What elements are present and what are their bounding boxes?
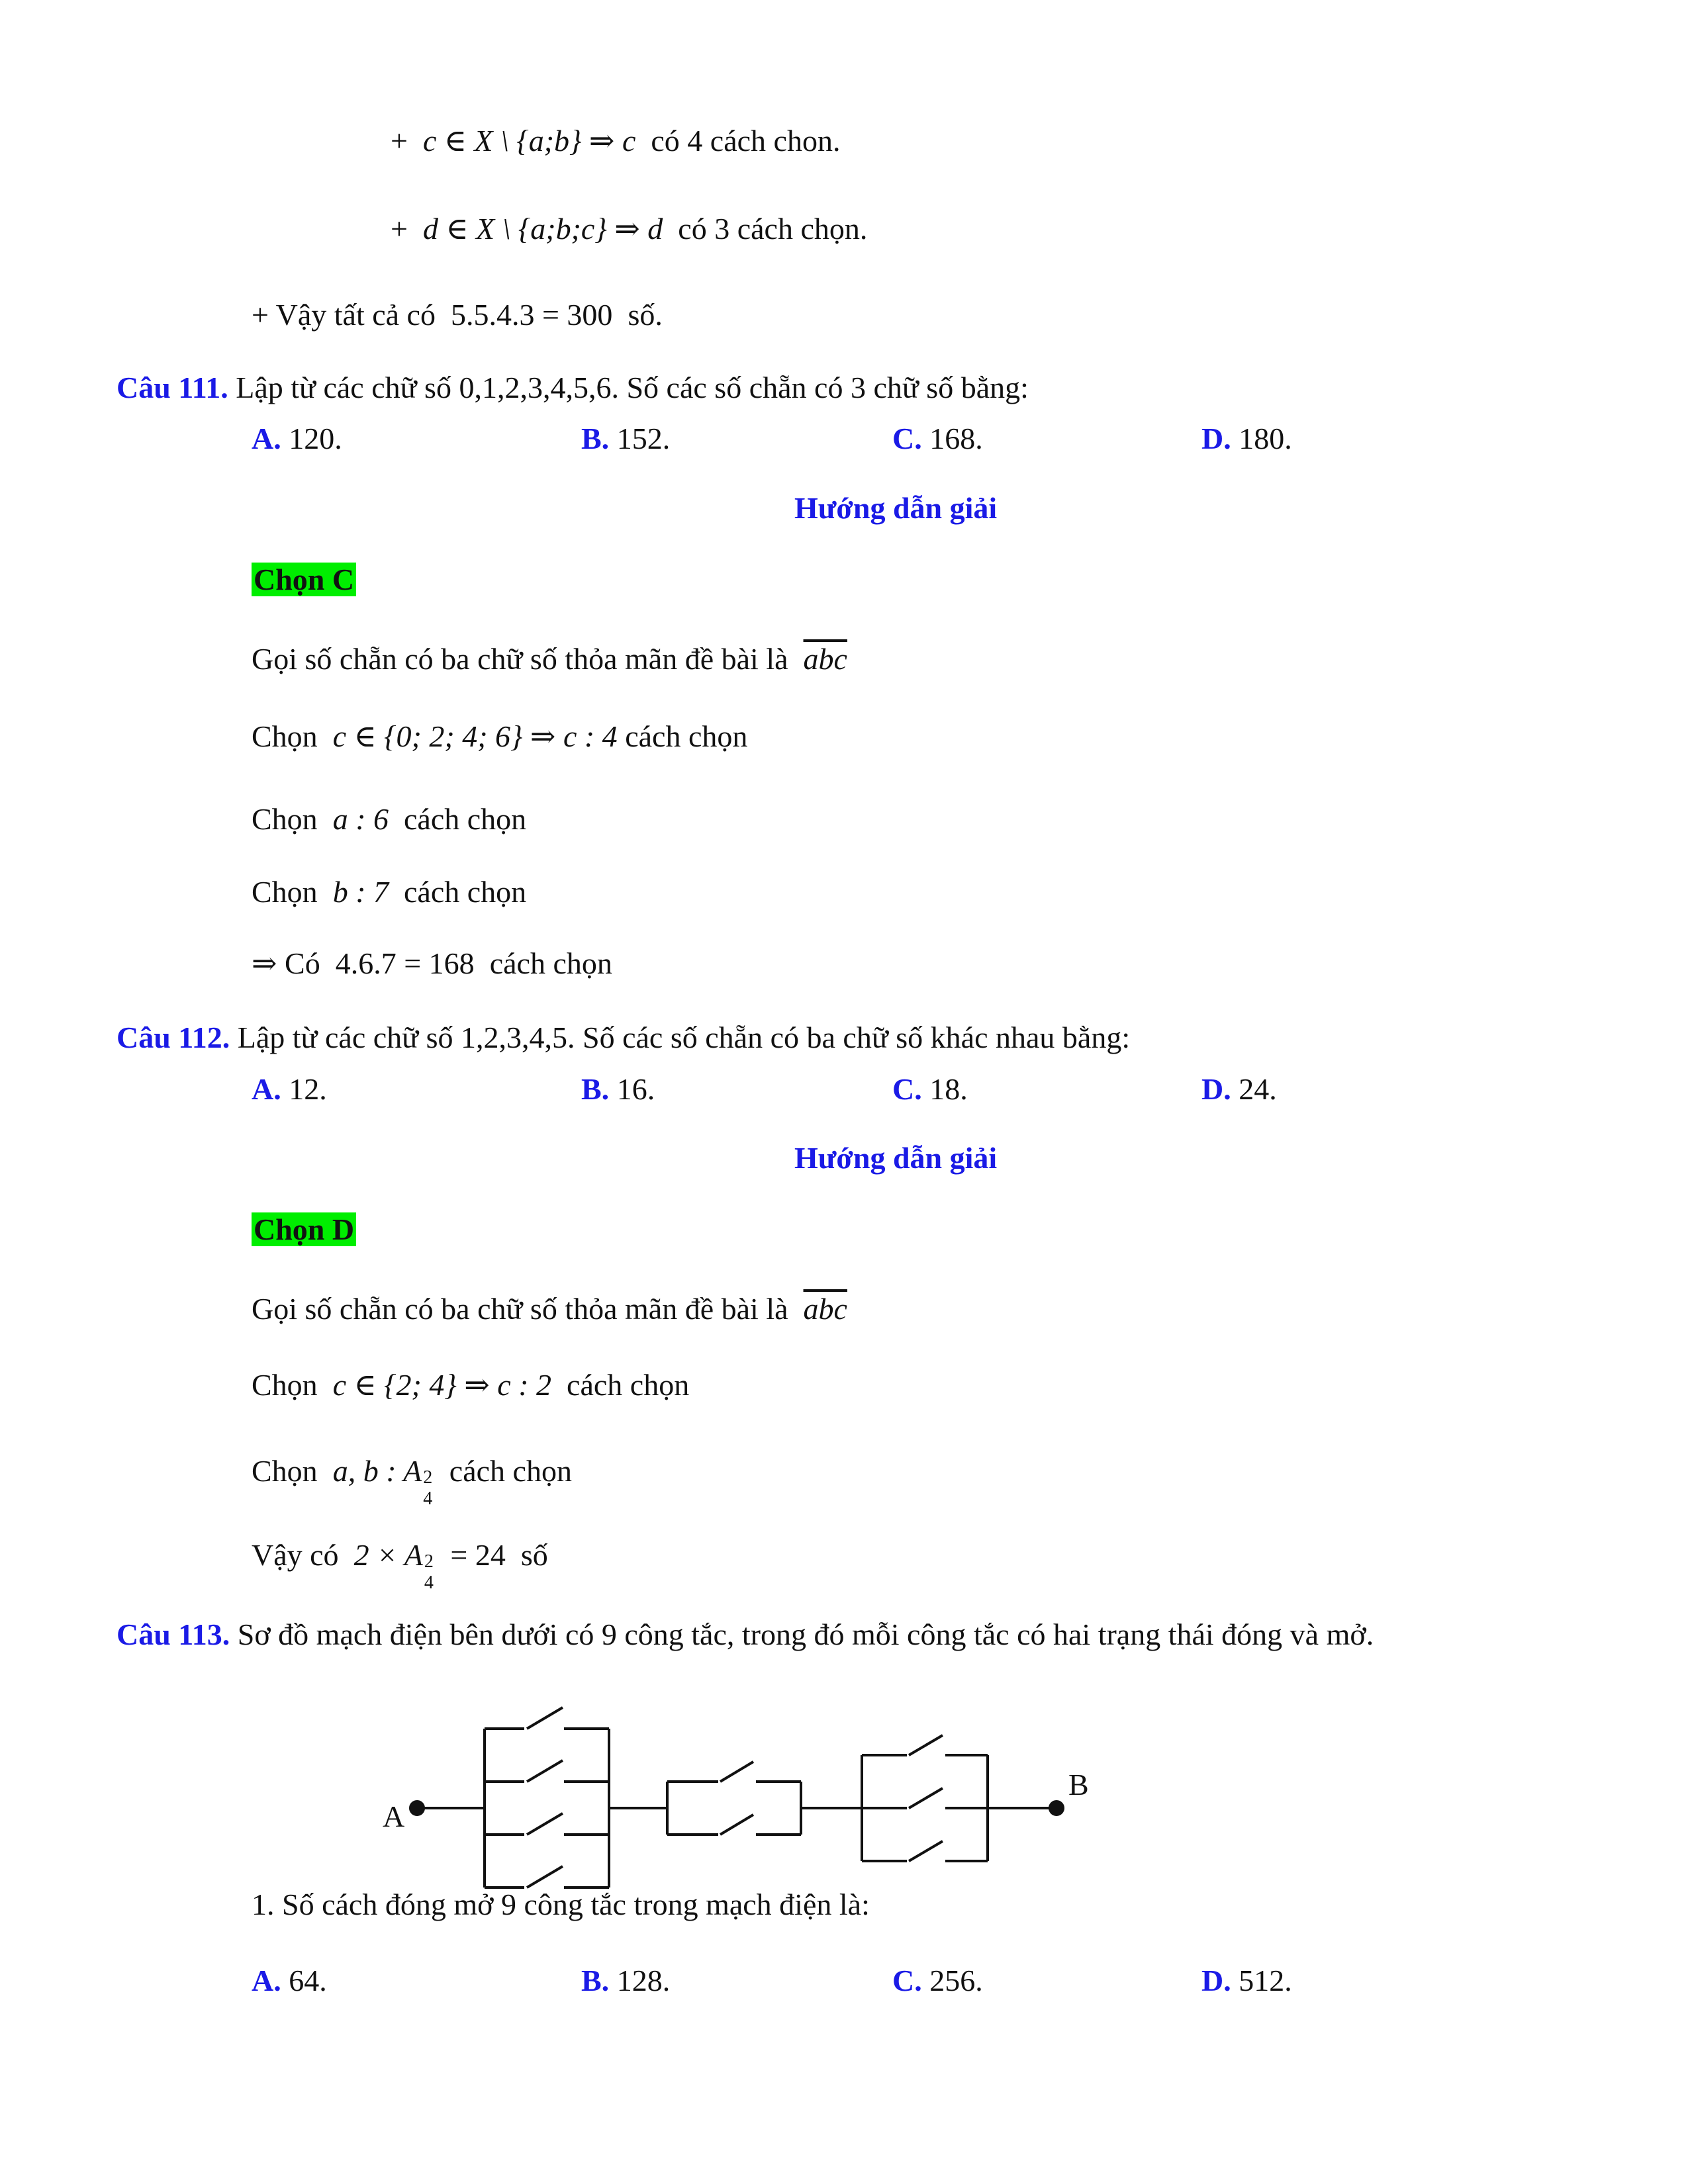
switch-3 — [485, 1813, 609, 1835]
q112-solution-heading: Hướng dẫn giải — [794, 1141, 998, 1175]
prev-line-c: + c ∈ X \ {a;b} ⇒ c có 4 cách chon. — [391, 124, 841, 158]
prev-total: + Vậy tất cả có 5.5.4.3 = 300 số. — [252, 298, 663, 332]
q111-step-5: ⇒ Có 4.6.7 = 168 cách chọn — [252, 946, 612, 980]
q113-label: Câu 113. — [117, 1617, 230, 1651]
q111-label: Câu 111. — [117, 371, 228, 404]
q112-step-2: Chọn c ∈ {2; 4} ⇒ c : 2 cách chọn — [252, 1368, 690, 1402]
switch-7 — [862, 1735, 988, 1755]
q111-step-1: Gọi số chẵn có ba chữ số thỏa mãn đề bài là $\overline{abc}$ — [252, 642, 847, 676]
q112-option-d: D. 24. — [1201, 1072, 1277, 1106]
q112-option-b: B. 16. — [581, 1072, 655, 1106]
node-b-terminal — [1050, 1801, 1063, 1815]
q112-option-c: C. 18. — [892, 1072, 968, 1106]
q113-text: Sơ đồ mạch điện bên dưới có 9 công tắc, trong đó mỗi công tắc có hai trạng thái đóng và mở. — [237, 1617, 1374, 1651]
q111-step-2: Chọn c ∈ {0; 2; 4; 6} ⇒ c : 4 cách chọn — [252, 719, 748, 753]
switch-4 — [485, 1866, 609, 1888]
switch-1 — [485, 1707, 609, 1729]
q113-subquestion-1: 1. Số cách đóng mở 9 công tắc trong mạch điện là: — [252, 1888, 870, 1921]
switch-9 — [862, 1841, 988, 1861]
q111-solution-heading: Hướng dẫn giải — [794, 491, 998, 525]
q111-answer — [252, 561, 356, 598]
series-block-2 — [667, 1762, 801, 1835]
q111-option-d: D. 180. — [1201, 422, 1292, 455]
q112-text: Lập từ các chữ số 1,2,3,4,5. Số các số chẵn có ba chữ số khác nhau bằng: — [237, 1021, 1131, 1054]
q111-step-3: Chọn a : 6 cách chọn — [252, 802, 527, 836]
q111-stem — [117, 369, 1029, 406]
q112-option-a: A. 12. — [252, 1072, 327, 1106]
switch-6 — [667, 1815, 801, 1835]
node-b-label: B — [1068, 1768, 1089, 1801]
parallel-block-1 — [485, 1707, 609, 1888]
switch-2 — [485, 1760, 609, 1782]
prev-line-d-text: có 3 cách chọn. — [678, 212, 868, 246]
q111-text: Lập từ các chữ số 0,1,2,3,4,5,6. Số các số chẵn có 3 chữ số bằng: — [236, 371, 1029, 404]
q112-stem — [117, 1019, 1130, 1056]
q112-answer — [252, 1211, 356, 1248]
circuit-diagram — [371, 1701, 1112, 1899]
q112-choice-badge: Chọn D — [252, 1212, 356, 1246]
q112-step-4: Vậy có 2 × A 2 4 = 24 số — [252, 1538, 548, 1593]
switch-5 — [667, 1762, 801, 1782]
q113-option-b: B. 128. — [581, 1964, 671, 1997]
prev-line-c-text: có 4 cách chon. — [651, 124, 841, 158]
prev-total-formula: 5.5.4.3 = 300 — [450, 298, 613, 332]
q111-option-b: B. 152. — [581, 422, 671, 455]
q113-option-c: C. 256. — [892, 1964, 983, 1997]
node-a-label: A — [383, 1799, 405, 1833]
q112-step-3: Chọn a, b : A 2 4 cách chọn — [252, 1454, 572, 1509]
parallel-block-3 — [862, 1735, 988, 1861]
q111-step-4: Chọn b : 7 cách chọn — [252, 875, 527, 909]
prev-line-c-formula: c ∈ X \ {a;b} ⇒ c — [422, 124, 636, 158]
q113-stem — [117, 1616, 1374, 1653]
q113-option-a: A. 64. — [252, 1964, 327, 1997]
prev-line-d-formula: d ∈ X \ {a;b;c} ⇒ d — [422, 212, 663, 246]
q112-label: Câu 112. — [117, 1021, 230, 1054]
q111-option-c: C. 168. — [892, 422, 983, 455]
switch-8 — [862, 1788, 988, 1808]
q112-step-1: Gọi số chẵn có ba chữ số thỏa mãn đề bài là $\overline{abc}$ — [252, 1292, 847, 1326]
q111-option-a: A. 120. — [252, 422, 342, 455]
q111-choice-badge: Chọn C — [252, 563, 356, 596]
prev-line-d: + d ∈ X \ {a;b;c} ⇒ d có 3 cách chọn. — [391, 212, 868, 246]
q113-option-d: D. 512. — [1201, 1964, 1292, 1997]
